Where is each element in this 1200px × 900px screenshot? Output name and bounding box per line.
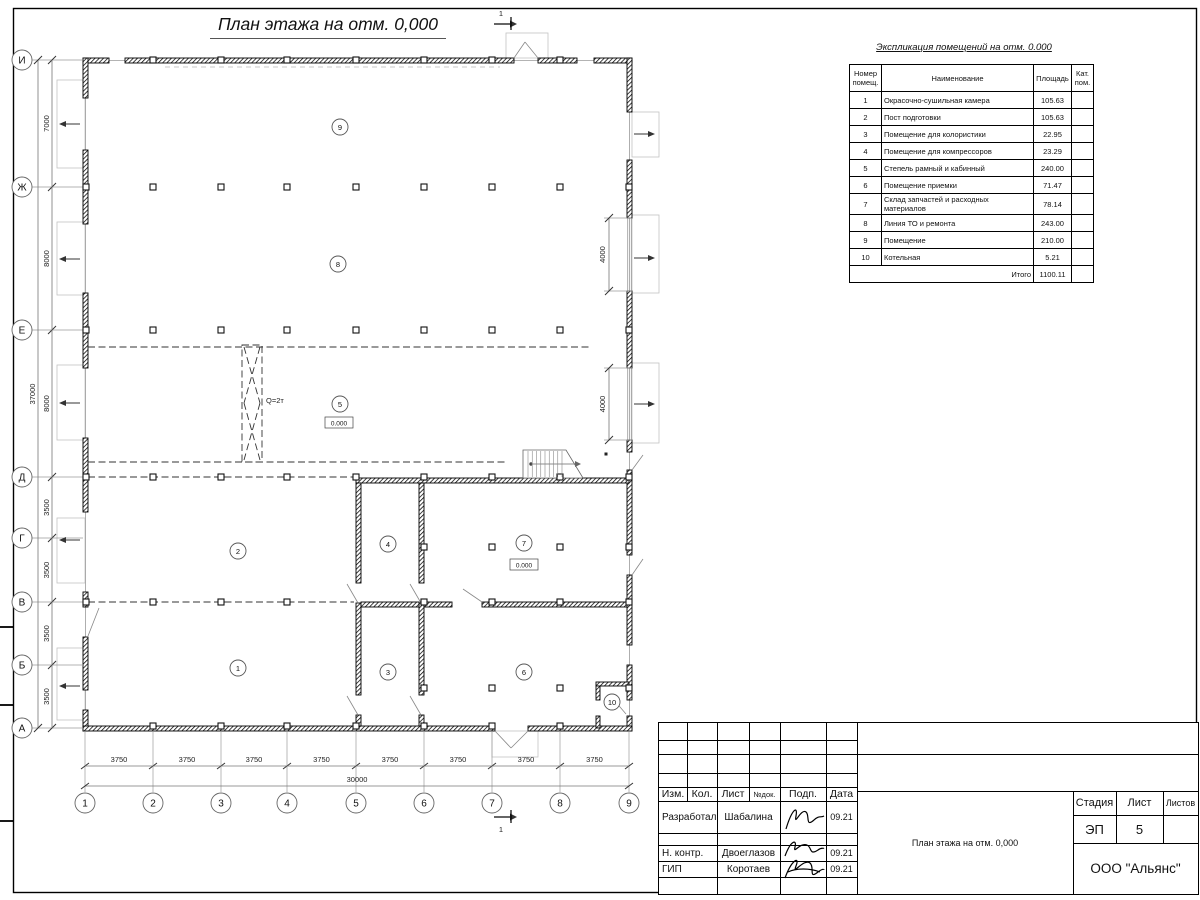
column-marker [557, 599, 563, 605]
schedule-row [850, 109, 1094, 126]
room-name-cell: Помещение для колористики [882, 126, 1034, 143]
column-marker [218, 474, 224, 480]
axis-label: 6 [421, 798, 427, 810]
room-number-cell: 10 [850, 249, 882, 266]
room-number-cell: 4 [850, 143, 882, 160]
room-area-cell: 105.63 [1034, 109, 1072, 126]
room-number-cell: 2 [850, 109, 882, 126]
room-area-cell: 5.21 [1034, 249, 1072, 266]
schedule-header-num: Номер помещ. [850, 65, 882, 92]
column-marker [489, 599, 495, 605]
dimension-label: 7000 [42, 115, 51, 132]
total-cat [1072, 266, 1094, 283]
column-marker [284, 723, 290, 729]
axis-label: 5 [353, 798, 359, 810]
column-marker [353, 723, 359, 729]
column-marker [626, 599, 632, 605]
title-block-line [857, 791, 1198, 792]
axis-label: Ж [17, 182, 27, 194]
room-name-cell: Помещение [882, 232, 1034, 249]
column-marker [557, 544, 563, 550]
column-marker [218, 599, 224, 605]
room-number: 9 [337, 122, 343, 132]
column-marker [218, 723, 224, 729]
column-marker [150, 599, 156, 605]
column-marker [421, 685, 427, 691]
room-area-cell: 105.63 [1034, 92, 1072, 109]
dimension-label: 3750 [245, 755, 263, 764]
column-marker [83, 184, 89, 190]
stage-label: Стадия [1075, 797, 1114, 809]
title-block-header: №док. [753, 789, 776, 799]
total-label: Итого [850, 266, 1034, 283]
dimension-label: 3750 [586, 755, 603, 764]
title-block-line [1073, 843, 1198, 844]
axis-label: 4 [284, 798, 290, 810]
level-mark: 0.000 [515, 562, 533, 570]
section-mark-top [494, 9, 517, 30]
column-marker [421, 599, 427, 605]
column-marker [489, 57, 495, 63]
column-marker [489, 685, 495, 691]
reference-dot [605, 453, 608, 456]
room-number-cell: 8 [850, 215, 882, 232]
column-marker [150, 474, 156, 480]
axis-label: Б [18, 660, 26, 672]
title-block-header: Лист [721, 788, 745, 800]
title-block-header: Дата [829, 788, 854, 800]
sign-name: Коротаев [726, 863, 771, 875]
schedule-row [850, 194, 1094, 215]
gate-dimension-label: 4000 [598, 246, 607, 263]
exit-arrow [648, 131, 655, 137]
room-number: 6 [521, 667, 527, 677]
axis-label: 7 [489, 798, 495, 810]
room-number-cell: 3 [850, 126, 882, 143]
column-marker [557, 327, 563, 333]
title-block-line [857, 723, 858, 894]
dimension-label: 3500 [42, 561, 51, 579]
dimension-label: 3750 [381, 755, 399, 764]
schedule-total-row [850, 266, 1094, 283]
axis-label: 3 [218, 798, 224, 810]
title-block-line [1163, 791, 1164, 843]
room-area-cell: 240.00 [1034, 160, 1072, 177]
title-block-line [659, 740, 857, 741]
column-marker [284, 599, 290, 605]
column-marker [353, 57, 359, 63]
room-schedule-table [849, 64, 1094, 283]
dimension-label: 3750 [313, 755, 330, 764]
room-number: 10 [607, 697, 617, 707]
column-marker [353, 327, 359, 333]
room-category-cell [1072, 126, 1094, 143]
room-number-cell: 5 [850, 160, 882, 177]
dimension-label: 3500 [42, 688, 51, 705]
column-marker [150, 327, 156, 333]
sign-role: Н. контр. [662, 847, 704, 859]
room-area-cell: 210.00 [1034, 232, 1072, 249]
walls [83, 58, 632, 731]
column-marker [421, 184, 427, 190]
room-number: 4 [385, 539, 391, 549]
room-name-cell: Окрасочно-сушильная камера [882, 92, 1034, 109]
room-number-cell: 1 [850, 92, 882, 109]
title-block-line [780, 723, 781, 894]
column-marker [489, 327, 495, 333]
signature [782, 803, 826, 835]
room-category-cell [1072, 177, 1094, 194]
dimension-label: 3500 [42, 625, 51, 642]
column-marker [83, 599, 89, 605]
room-area-cell: 78.14 [1034, 194, 1072, 215]
document-title: План этажа на отм. 0,000 [911, 837, 1019, 848]
column-marker [489, 544, 495, 550]
schedule-row [850, 92, 1094, 109]
sheets-total [1163, 815, 1198, 843]
title-block-line [1073, 815, 1198, 816]
room-number: 1 [235, 663, 241, 673]
dimension-label: 3750 [449, 755, 467, 764]
crane-capacity-label: Q=2т [266, 396, 284, 405]
room-name-cell: Степель рамный и кабинный [882, 160, 1034, 177]
schedule-header-name: Наименование [882, 65, 1034, 92]
sign-role: Разработал [662, 811, 717, 823]
room-category-cell [1072, 143, 1094, 160]
exit-arrow [59, 256, 66, 262]
door-swings [88, 42, 643, 748]
company-name: ООО "Альянс" [1090, 861, 1181, 876]
column-marker [150, 57, 156, 63]
room-category-cell [1072, 92, 1094, 109]
axis-label: Г [19, 533, 25, 545]
title-block-header: Изм. [661, 788, 685, 800]
axis-label: 8 [557, 798, 563, 810]
axis-label: 9 [626, 798, 632, 810]
schedule-row [850, 126, 1094, 143]
sign-date: 09.21 [830, 864, 853, 874]
column-marker [83, 474, 89, 480]
exit-arrow [59, 683, 66, 689]
schedule-row [850, 232, 1094, 249]
room-name-cell: Котельная [882, 249, 1034, 266]
axis-label: В [18, 597, 26, 609]
title-block-line [659, 877, 857, 878]
column-marker [626, 327, 632, 333]
schedule-row [850, 160, 1094, 177]
room-category-cell [1072, 109, 1094, 126]
column-marker [284, 474, 290, 480]
section-mark-bottom [494, 810, 517, 834]
column-marker [353, 184, 359, 190]
room-area-cell: 243.00 [1034, 215, 1072, 232]
schedule-row [850, 143, 1094, 160]
schedule-header-area: Площадь [1034, 65, 1072, 92]
axis-label: И [18, 55, 26, 67]
column-marker [421, 474, 427, 480]
dimension-label: 3500 [42, 499, 51, 516]
dimension-label: 8000 [42, 250, 51, 267]
room-number: 5 [337, 399, 343, 409]
room-name-cell: Помещение приемки [882, 177, 1034, 194]
exit-arrow [59, 400, 66, 406]
column-marker [557, 184, 563, 190]
column-marker [421, 544, 427, 550]
column-marker [421, 723, 427, 729]
column-marker [218, 327, 224, 333]
title-block-header: Кол. [691, 788, 713, 800]
column-marker [421, 327, 427, 333]
column-marker [150, 184, 156, 190]
axis-label: Д [18, 472, 26, 484]
column-marker [284, 184, 290, 190]
schedule-header-cat: Кат. пом. [1072, 65, 1094, 92]
column-marker [284, 57, 290, 63]
room-category-cell [1072, 249, 1094, 266]
overall-dimension-label: 37000 [28, 383, 37, 405]
column-marker [218, 184, 224, 190]
column-marker [557, 685, 563, 691]
sheets-label: Листов [1165, 798, 1196, 808]
signature [780, 854, 826, 886]
room-category-cell [1072, 215, 1094, 232]
column-marker [557, 723, 563, 729]
column-marker [218, 57, 224, 63]
column-marker [150, 723, 156, 729]
schedule-row [850, 177, 1094, 194]
schedule-row [850, 249, 1094, 266]
room-area-cell: 71.47 [1034, 177, 1072, 194]
crane-symbol [242, 345, 284, 462]
column-marker [626, 544, 632, 550]
title-block-line [659, 773, 857, 774]
title-block-header: Подп. [789, 788, 817, 800]
room-area-cell: 23.29 [1034, 143, 1072, 160]
room-category-cell [1072, 160, 1094, 177]
sheet-number: 5 [1135, 821, 1144, 837]
title-block-line [1116, 791, 1117, 843]
staircase [523, 450, 608, 478]
exit-arrow [648, 255, 655, 261]
schedule-row [850, 215, 1094, 232]
dimension-label: 3750 [178, 755, 196, 764]
total-area: 1100.11 [1034, 266, 1072, 283]
zone-dashed-lines [88, 67, 592, 602]
room-number: 2 [235, 546, 241, 556]
room-number-cell: 6 [850, 177, 882, 194]
column-marker [353, 474, 359, 480]
gate-dimension-label: 4000 [598, 395, 607, 413]
column-marker [421, 57, 427, 63]
column-marker [489, 723, 495, 729]
column-marker [83, 327, 89, 333]
room-number: 3 [385, 667, 391, 677]
schedule-title: Экспликация помещений на отм. 0.000 [876, 42, 1052, 53]
room-number-cell: 7 [850, 194, 882, 215]
exit-arrow [59, 121, 66, 127]
axis-label: Е [18, 325, 26, 337]
stage-value: ЭП [1085, 821, 1104, 837]
title-block [658, 722, 1199, 895]
column-marker [557, 57, 563, 63]
room-area-cell: 22.95 [1034, 126, 1072, 143]
room-name-cell: Пост подготовки [882, 109, 1034, 126]
dimension-label: 3750 [110, 755, 128, 764]
room-name-cell: Склад запчастей и расходных материалов [882, 194, 1034, 215]
column-marker [489, 474, 495, 480]
column-marker [489, 184, 495, 190]
room-number: 7 [521, 538, 527, 548]
sheet-label: Лист [1127, 797, 1152, 809]
level-mark: 0.000 [330, 420, 348, 428]
room-category-cell [1072, 232, 1094, 249]
exit-arrow [648, 401, 655, 407]
schedule-header-row [850, 65, 1094, 92]
sign-role: ГИП [662, 863, 682, 875]
room-name-cell: Линия ТО и ремонта [882, 215, 1034, 232]
title-block-line [659, 754, 1198, 755]
dimension-label: 8000 [42, 395, 51, 412]
room-name-cell: Помещение для компрессоров [882, 143, 1034, 160]
drawing-title: План этажа на отм. 0,000 [210, 14, 446, 39]
column-marker [626, 184, 632, 190]
axis-label: 2 [150, 798, 156, 810]
sign-name: Шабалина [724, 811, 773, 823]
column-marker [626, 474, 632, 480]
section-number: 1 [498, 825, 504, 834]
dimension-label: 3750 [517, 755, 535, 764]
sign-name: Двоеглазов [721, 847, 776, 859]
axis-label: А [18, 723, 26, 735]
room-category-cell [1072, 194, 1094, 215]
axis-label: 1 [82, 798, 88, 810]
column-marker [284, 327, 290, 333]
column-marker [626, 685, 632, 691]
sign-date: 09.21 [830, 848, 853, 858]
title-block-line [659, 833, 857, 834]
room-number-cell: 9 [850, 232, 882, 249]
section-number: 1 [498, 9, 504, 18]
sign-date: 09.21 [830, 812, 853, 822]
room-number: 8 [335, 259, 341, 269]
overall-dimension-label: 30000 [346, 775, 368, 784]
